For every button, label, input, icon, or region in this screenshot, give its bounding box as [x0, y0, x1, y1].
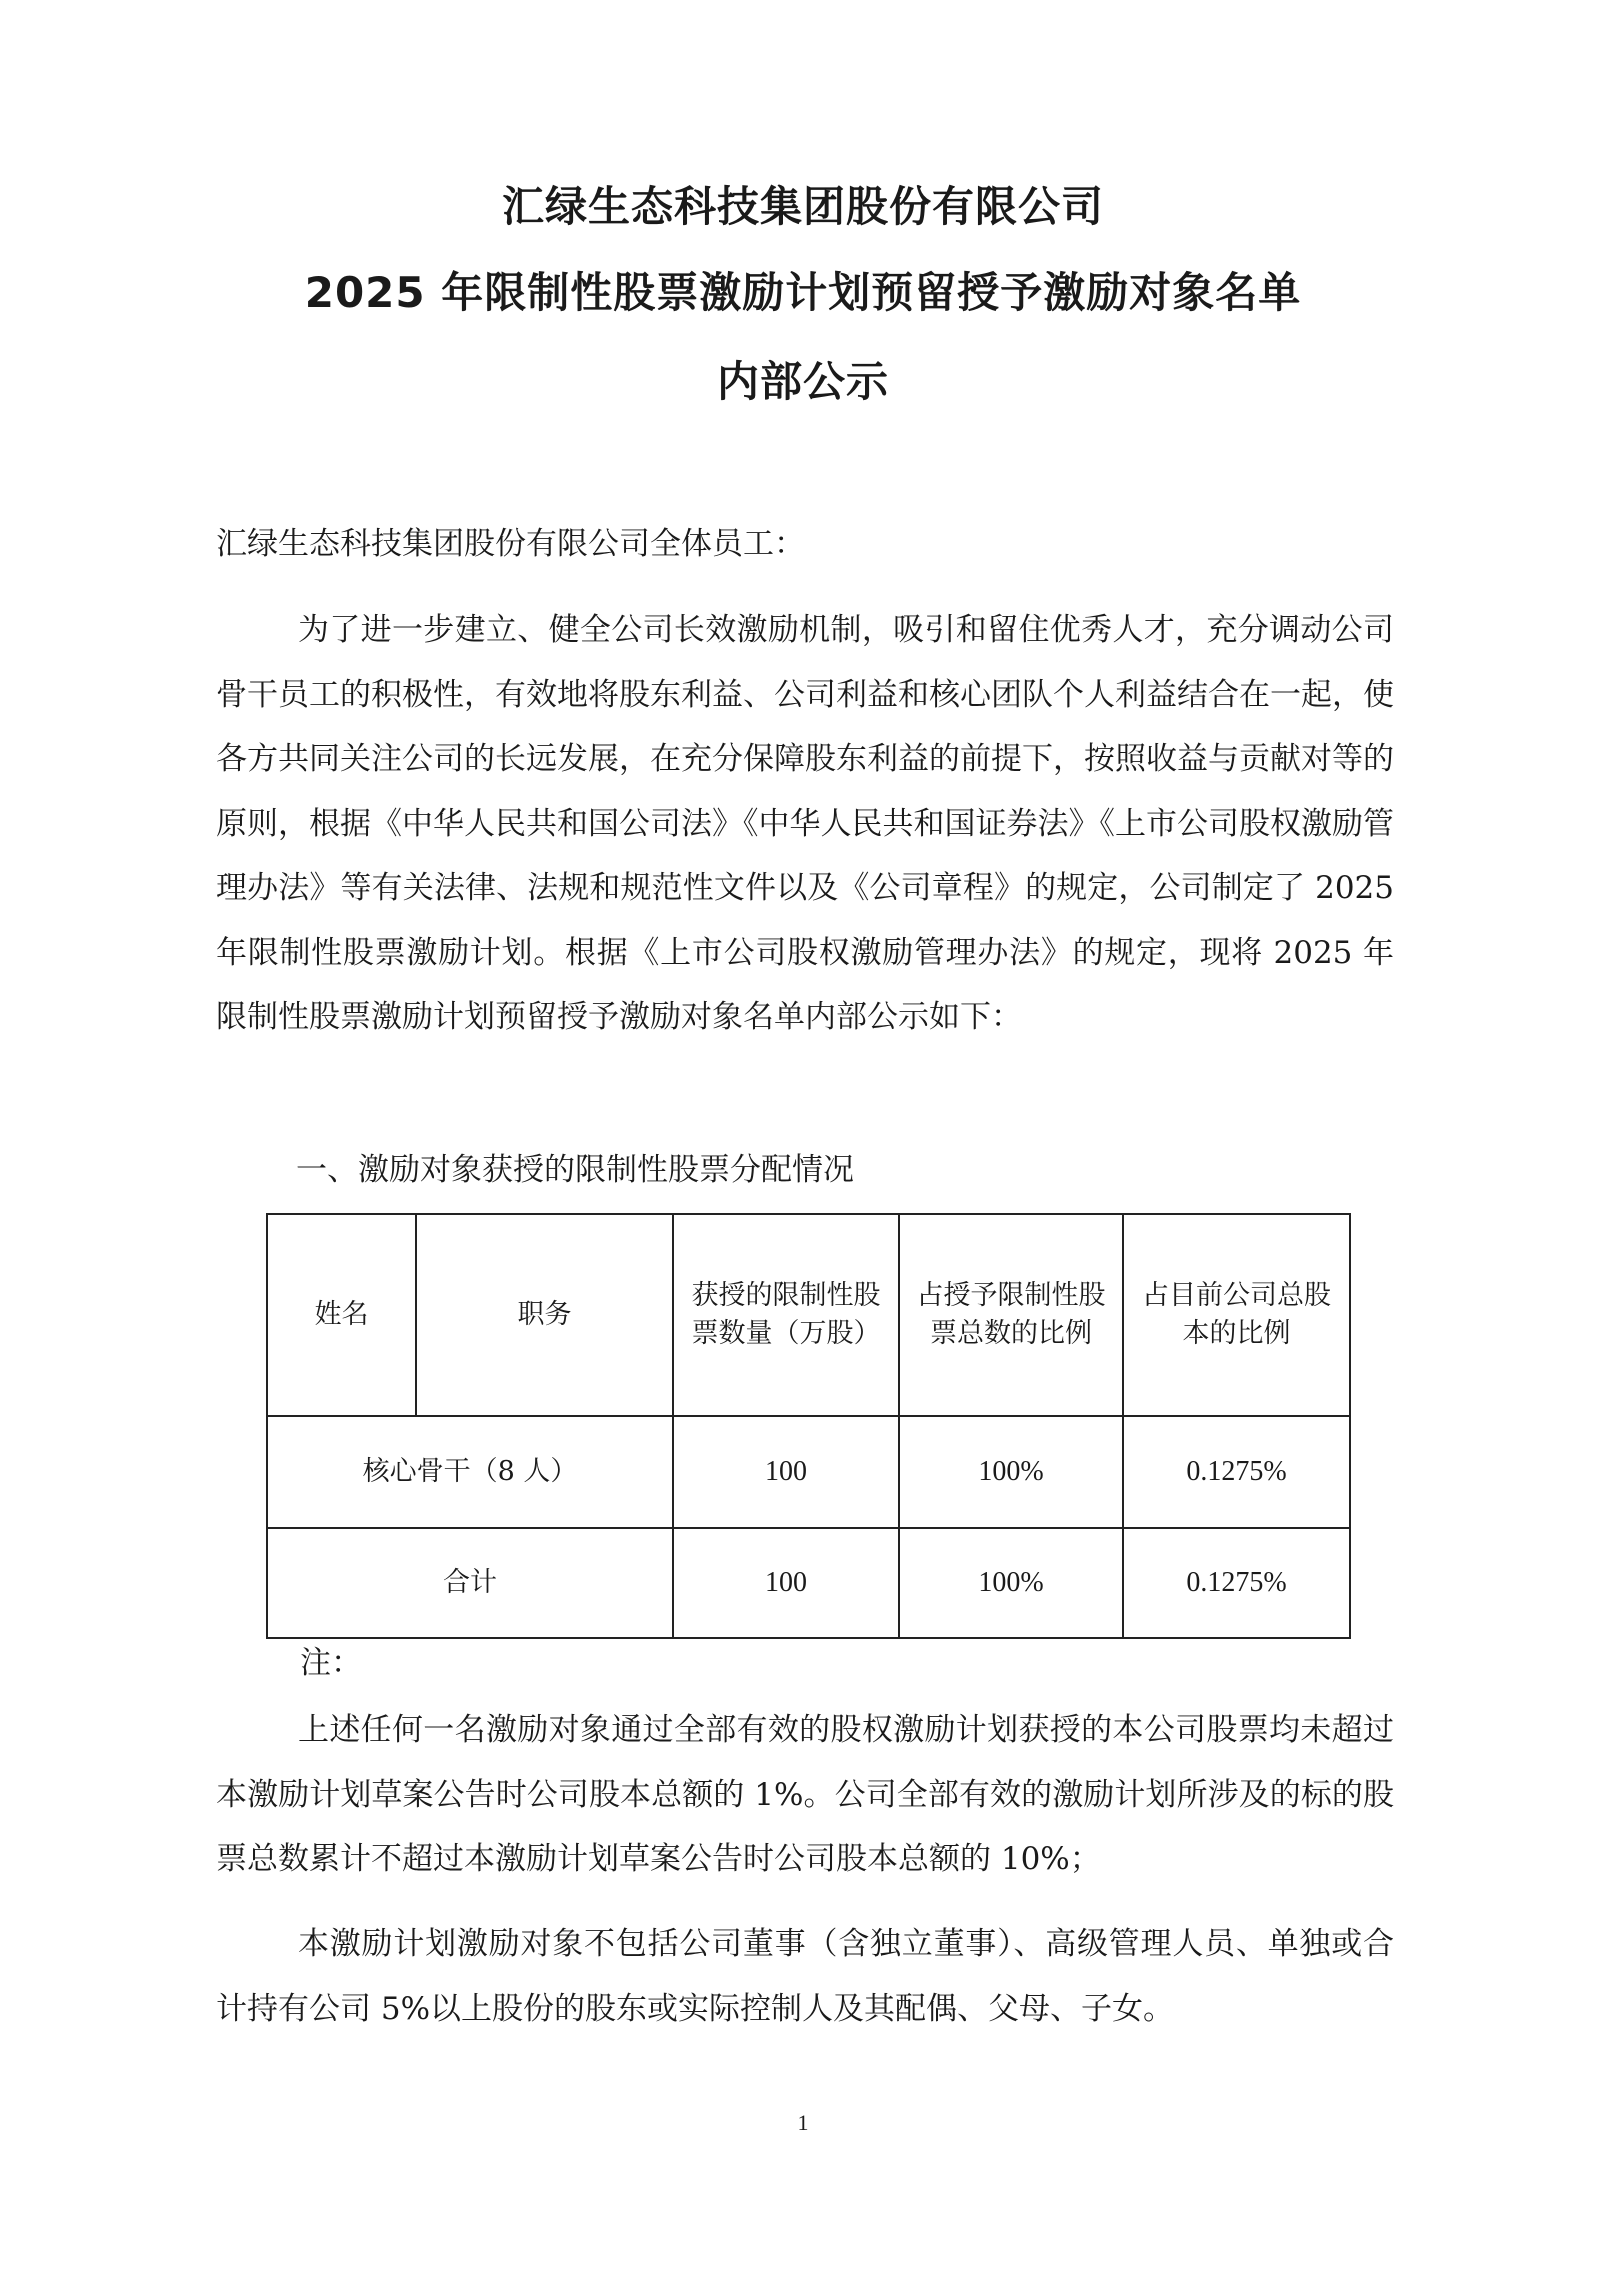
document-title-plan: 2025 年限制性股票激励计划预留授予激励对象名单 — [304, 268, 1302, 317]
header-shares: 获授的限制性股票数量（万股） — [673, 1214, 899, 1416]
total-ratio-total: 0.1275% — [1123, 1528, 1350, 1638]
header-ratio-total: 占目前公司总股本的比例 — [1123, 1214, 1350, 1416]
row-ratio-total: 0.1275% — [1123, 1416, 1350, 1528]
document-title-notice: 内部公示 — [716, 357, 889, 406]
header-name: 姓名 — [267, 1214, 416, 1416]
total-ratio-grant: 100% — [899, 1528, 1123, 1638]
total-shares: 100 — [673, 1528, 899, 1638]
document-title-company: 汇绿生态科技集团股份有限公司 — [501, 182, 1104, 231]
table-row — [267, 1416, 1350, 1528]
note-paragraph-2: 本激励计划激励对象不包括公司董事（含独立董事）、高级管理人员、单独或合计持有公司 5%以上股份的股东或实际控制人及其配偶、父母、子女。 — [216, 1926, 1394, 2027]
salutation: 汇绿生态科技集团股份有限公司全体员工： — [216, 526, 805, 562]
page-number: 1 — [797, 2110, 809, 2135]
total-label: 合计 — [267, 1528, 673, 1638]
table-header-row — [267, 1214, 1350, 1416]
row-ratio-grant: 100% — [899, 1416, 1123, 1528]
note-paragraph-1: 上述任何一名激励对象通过全部有效的股权激励计划获授的本公司股票均未超过本激励计划草案公告时公司股本总额的 1%。公司全部有效的激励计划所涉及的标的股票总数累计不超过本激励计划草案公告时公司股本总额的 10%； — [216, 1712, 1394, 1877]
section-heading: 一、激励对象获授的限制性股票分配情况 — [296, 1152, 854, 1188]
intro-paragraph: 为了进一步建立、健全公司长效激励机制，吸引和留住优秀人才，充分调动公司骨干员工的积极性，有效地将股东利益、公司利益和核心团队个人利益结合在一起，使各方共同关注公司的长远发展，在充分保障股东利益的前提下，按照收益与贡献对等的原则，根据《中华人民共和国公司法》《中华人民共和国证券法》《上市公司股权激励管理办法》等有关法律、法规和规范性文件以及《公司章程》的规定，公司制定了 2025 年限制性股票激励计划。根据《上市公司股权激励管理办法》的规定，现将 2025 年限制性股票激励计划预留授予激励对象名单内部公示如下： — [216, 612, 1394, 1035]
table-total-row — [267, 1528, 1350, 1638]
header-position: 职务 — [416, 1214, 673, 1416]
row-shares: 100 — [673, 1416, 899, 1528]
row-label: 核心骨干（8 人） — [267, 1416, 673, 1528]
allocation-table — [266, 1213, 1351, 1639]
header-ratio-grant: 占授予限制性股票总数的比例 — [899, 1214, 1123, 1416]
note-label: 注： — [300, 1645, 362, 1681]
